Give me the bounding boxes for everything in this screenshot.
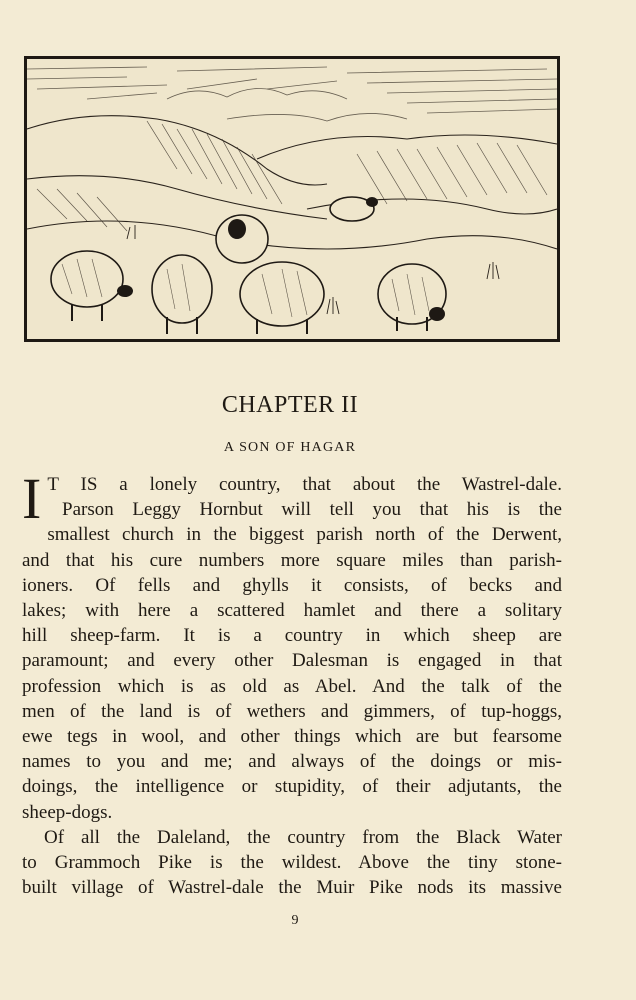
text-line: profession which is as old as Abel. And the talk of the — [22, 675, 562, 697]
text-line: Parson Leggy Hornbut will tell you that his is the — [62, 499, 562, 521]
chapter-subtitle: A SON OF HAGAR — [223, 440, 357, 455]
text-line: to Grammoch Pike is the wildest. Above the tiny stone- — [22, 852, 562, 874]
sheep-landscape-illustration — [24, 56, 560, 342]
body-text — [22, 466, 562, 900]
text-line: Of all the Daleland, the country from the Black Water — [44, 826, 562, 848]
text-line: men of the land is of wethers and gimmers, of tup-hoggs, — [22, 700, 562, 722]
page-number: 9 — [291, 913, 299, 928]
text-line: doings, the intelligence or stupidity, of their adjutants, the — [22, 776, 562, 798]
text-line: T IS a lonely country, that about the Wastrel-dale. — [47, 474, 562, 495]
chapter-title: CHAPTER II — [221, 392, 359, 418]
text-line: names to you and me; and always of the doings or mis- — [22, 751, 562, 773]
text-line: sheep-dogs. — [22, 801, 113, 823]
woodcut-drawing — [27, 59, 557, 339]
text-line: ewe tegs in wool, and other things which are but fearsome — [22, 726, 562, 748]
text-line: paramount; and every other Dalesman is engaged in that — [22, 650, 562, 672]
text-line: smallest church in the biggest parish north of the Derwent, — [47, 524, 562, 546]
text-line: hill sheep-farm. It is a country in which sheep are — [22, 625, 562, 647]
text-line: lakes; with here a scattered hamlet and there a solitary — [22, 600, 562, 622]
drop-cap: I — [22, 466, 42, 531]
text-line: built village of Wastrel-dale the Muir Pike nods its massive — [22, 877, 562, 899]
text-line: ioners. Of fells and ghylls it consists, of becks and — [22, 574, 562, 596]
text-line: and that his cure numbers more square miles than parish- — [22, 549, 562, 571]
